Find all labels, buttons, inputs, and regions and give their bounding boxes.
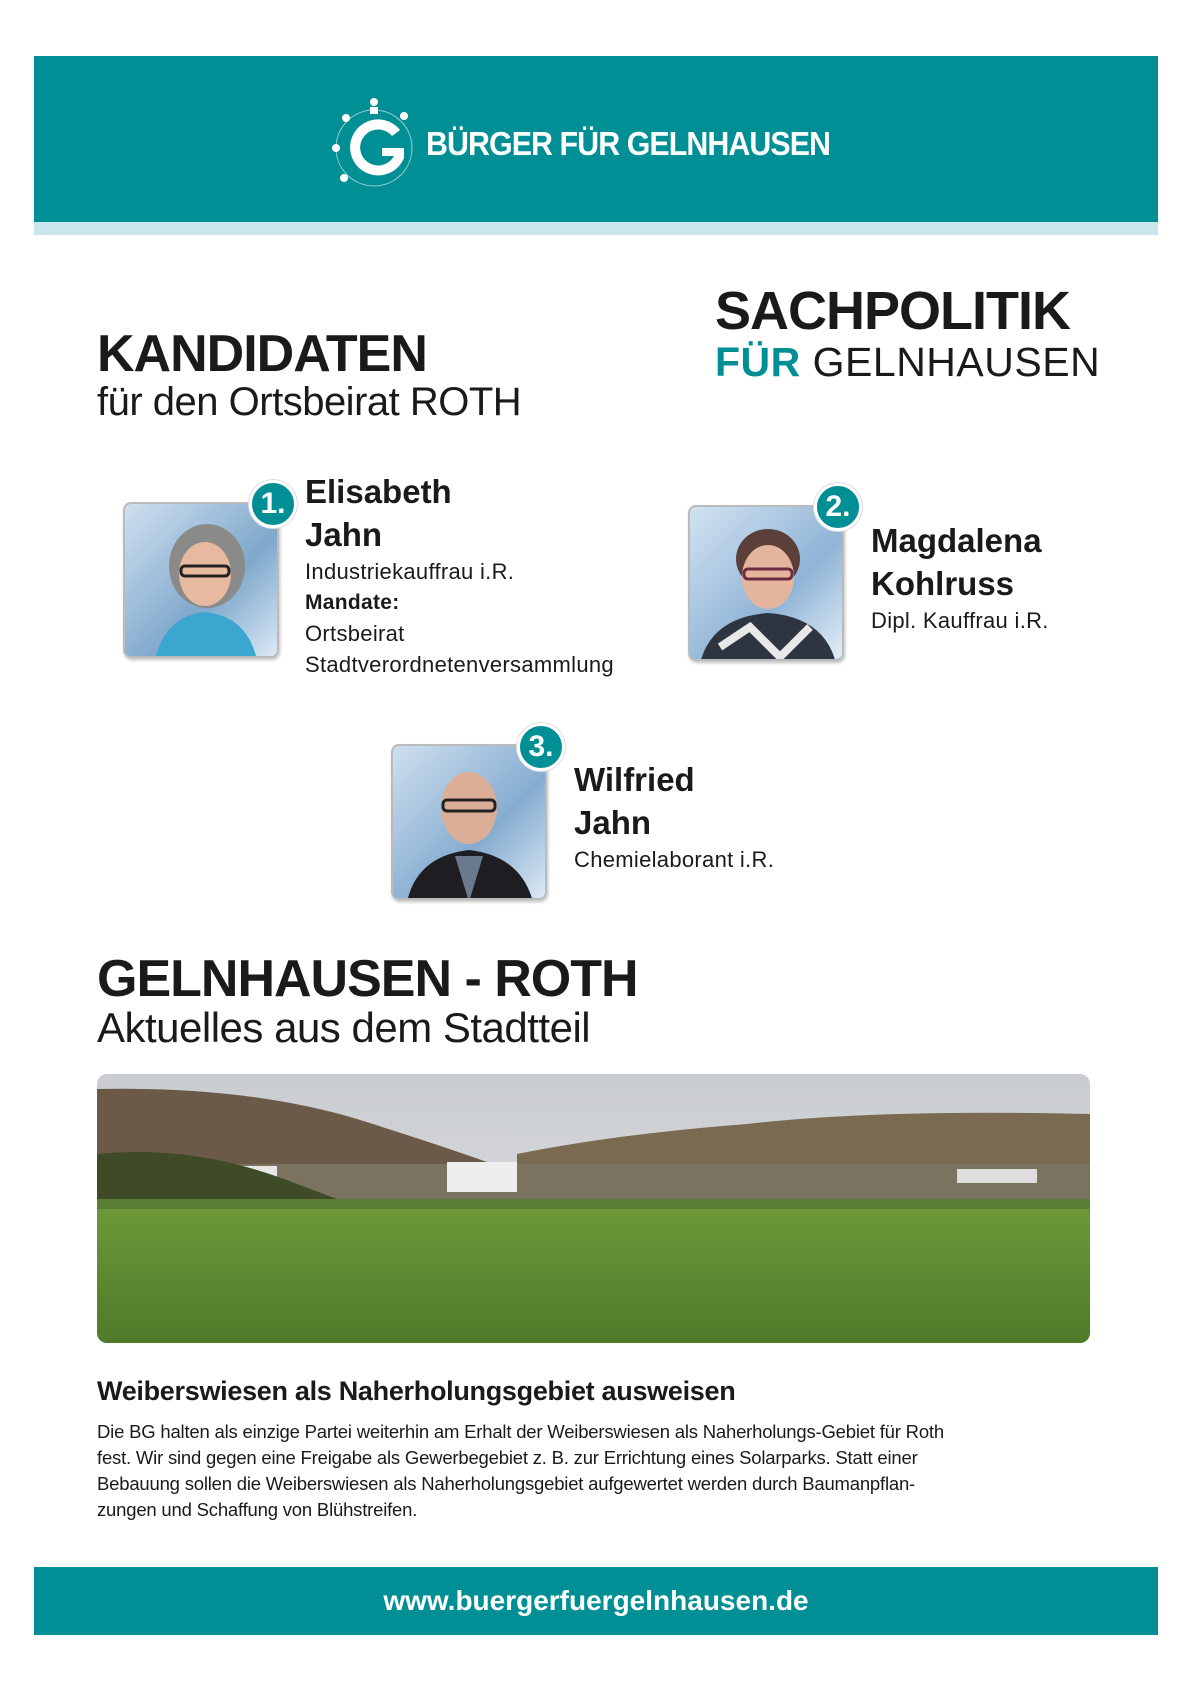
news-title: GELNHAUSEN - ROTH [97,950,638,1008]
candidate-number-badge-2: 2. [814,483,862,531]
candidate-first-name: Elisabeth [305,473,452,510]
footer-banner [34,1567,1158,1635]
slogan-rest: GELNHAUSEN [800,339,1101,385]
landscape-image [97,1074,1090,1343]
candidate-info-3 [574,758,774,875]
person-portrait-icon [690,507,844,661]
candidate-job: Dipl. Kauffrau i.R. [871,608,1049,633]
header-accent-band [34,222,1158,235]
website-link[interactable]: www.buergerfuergelnhausen.de [383,1585,809,1616]
candidates-subtitle [97,382,521,422]
candidate-mandate: Stadtverordnetenversammlung [305,652,614,677]
article-body [97,1419,944,1523]
slogan [715,281,1101,385]
candidate-last-name: Jahn [574,804,652,841]
article-line: zungen und Schaffung von Blühstreifen. [97,1499,418,1520]
candidate-photo-3 [391,744,547,900]
candidate-number-badge-3: 3. [517,723,565,771]
candidates-title: KANDIDATEN [97,325,427,383]
slogan-line1: SACHPOLITIK [715,281,1071,341]
candidate-last-name: Jahn [305,516,383,553]
candidate-photo-1 [123,502,279,658]
brand-logo [330,96,865,192]
article-line: fest. Wir sind gegen eine Freigabe als Gewerbegebiet z. B. zur Errichtung eines Solarparks. Statt einer [97,1447,918,1468]
candidate-photo-2 [688,505,844,661]
g-logo-icon [330,96,420,192]
slogan-line2 [715,339,1101,385]
candidate-job: Chemielaborant i.R. [574,847,775,872]
candidate-info-1 [305,470,614,680]
article-heading: Weiberswiesen als Naherholungsgebiet ausweisen [97,1376,736,1406]
candidate-job: Industriekauffrau i.R. [305,559,515,584]
subtitle-prefix: für den Ortsbeirat [97,380,410,424]
article-line: Bebauung sollen die Weiberswiesen als Naherholungsgebiet aufgewertet werden durch Baumanpflan- [97,1473,916,1494]
candidate-last-name: Kohlruss [871,565,1015,602]
news-subtitle: Aktuelles aus dem Stadtteil [97,1004,591,1051]
candidate-mandate-label: Mandate: [305,591,400,614]
person-portrait-icon [125,504,279,658]
landscape-photo [97,1074,1090,1343]
slogan-accent: FÜR [715,339,801,385]
candidate-info-2 [871,519,1049,636]
article-line: Die BG halten als einzige Partei weiterhin am Erhalt der Weiberswiesen als Naherholungs-Gebiet für Roth [97,1421,944,1442]
person-portrait-icon [393,746,547,900]
candidate-first-name: Magdalena [871,522,1042,559]
subtitle-district: ROTH [409,380,522,424]
candidate-first-name: Wilfried [574,761,695,798]
candidate-mandate: Ortsbeirat [305,621,405,646]
candidate-number-badge-1: 1. [249,480,297,528]
brand-name: BÜRGER FÜR GELNHAUSEN [426,125,831,162]
